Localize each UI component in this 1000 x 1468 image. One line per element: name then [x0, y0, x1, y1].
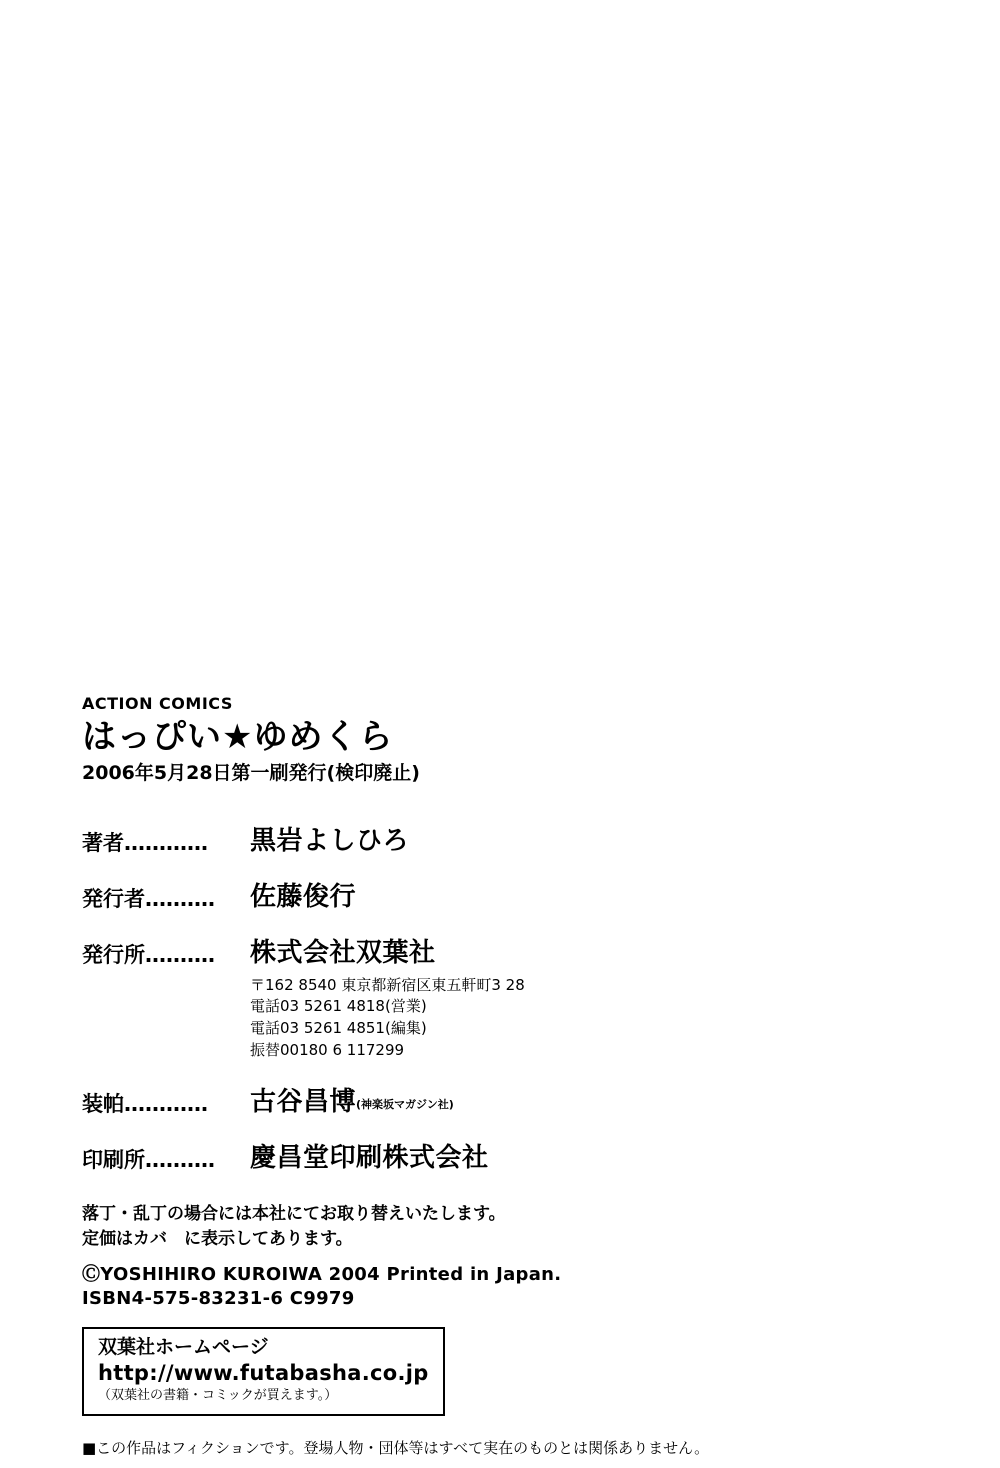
credit-label: 印刷所‥‥‥‥‥ [82, 1147, 216, 1172]
credit-value [250, 827, 409, 857]
credit-row-printer [82, 1144, 742, 1174]
credit-value-text: 佐藤俊行 [250, 881, 357, 912]
credit-value [250, 1144, 489, 1174]
publisher-address: 〒162 8540 東京都新宿区東五軒町3 28 [250, 975, 525, 994]
credit-value-note: (神楽坂マガジン社) [356, 1097, 454, 1111]
colophon-block [82, 695, 742, 1459]
copyright-block [82, 1263, 742, 1312]
homepage-box [82, 1327, 445, 1416]
homepage-url[interactable]: http://www.futabasha.co.jp [98, 1361, 429, 1386]
credit-label: 発行者‥‥‥‥‥ [82, 886, 216, 911]
credit-row-design [82, 1088, 742, 1118]
credit-value-text: 株式会社双葉社 [250, 937, 436, 968]
credit-value [250, 1088, 454, 1118]
book-title: はっぴい★ゆめくら [82, 716, 394, 757]
credit-label: 著者‥‥‥‥‥‥ [82, 830, 209, 855]
credit-row-publisher-company [82, 939, 742, 1062]
homepage-title: 双葉社ホームページ [98, 1336, 269, 1359]
credit-value-text: 古谷昌博 [250, 1086, 357, 1117]
homepage-note: （双葉社の書籍・コミックが買えます。） [98, 1388, 338, 1404]
publication-date: 2006年5月28日第一刷発行(検印廃止) [82, 761, 420, 784]
series-label: ACTION COMICS [82, 694, 233, 713]
fiction-disclaimer: ■この作品はフィクションです。登場人物・団体等はすべて実在のものとは関係ありません。 [82, 1439, 710, 1458]
credit-label: 装帕‥‥‥‥‥‥ [82, 1091, 209, 1116]
credit-value-text: 黒岩よしひろ [250, 825, 410, 856]
credit-value [250, 883, 356, 913]
credit-value-text: 慶昌堂印刷株式会社 [250, 1142, 489, 1173]
isbn-line: ISBN4-575-83231-6 C9979 [82, 1287, 355, 1309]
defect-replacement-note: 落丁・乱丁の場合には本社にてお取り替えいたします。 [82, 1203, 506, 1224]
credit-value [250, 939, 525, 1062]
notes-block [82, 1202, 742, 1253]
publisher-phone-editorial: 電話03 5261 4851(編集) [250, 1019, 427, 1038]
credit-row-publisher-person [82, 883, 742, 913]
publisher-furikae: 振替00180 6 117299 [250, 1040, 405, 1059]
price-note: 定価はカバ に表示してあります。 [82, 1229, 353, 1250]
publisher-phone-sales: 電話03 5261 4818(営業) [250, 997, 427, 1016]
credit-label: 発行所‥‥‥‥‥ [82, 942, 216, 967]
copyright-line: ⒸYOSHIHIRO KUROIWA 2004 Printed in Japan. [82, 1263, 562, 1285]
credit-row-author [82, 827, 742, 857]
credits-list [82, 827, 742, 1174]
publisher-address-block [250, 975, 525, 1062]
